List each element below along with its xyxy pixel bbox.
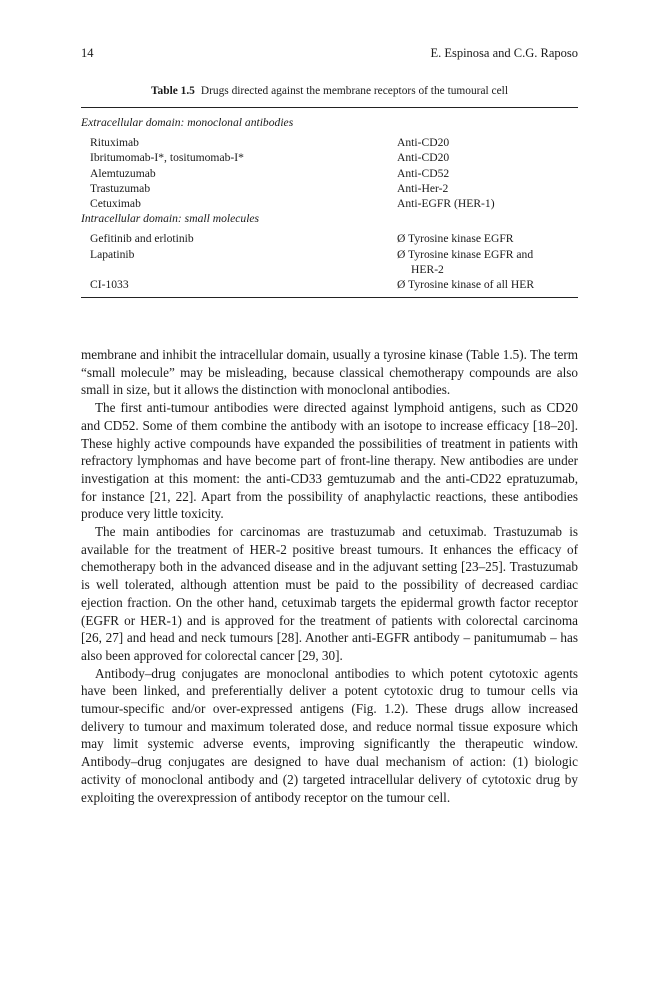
drug-target: Anti-Her-2 <box>397 181 449 195</box>
drug-table <box>81 115 578 292</box>
table-row <box>81 135 578 150</box>
drug-name: Trastuzumab <box>90 181 151 195</box>
table-section-title: Extracellular domain: monoclonal antibodies <box>81 116 294 129</box>
drug-name: Cetuximab <box>90 197 141 211</box>
paragraph: The first anti-tumour antibodies were directed against lymphoid antigens, such as CD20 and CD52. Some of them combine the antibody with an isotope to increase efficacy [18–20]. These highly active compounds have expanded the possibilities of treatment in patients with refractory lymphomas and have become part of front-line therapy. New antibodies are under investigation at this moment: the anti-CD33 gemtuzumab and the anti-CD22 epratuzumab, for instance [21, 22]. Apart from the possibility of anaphylactic reactions, these antibodies produce very little toxicity. <box>81 400 578 522</box>
table-row <box>81 166 578 181</box>
drug-target: Ø Tyrosine kinase of all HER <box>397 278 535 292</box>
table-row <box>81 277 578 292</box>
drug-target-cell <box>397 247 578 277</box>
drug-name: CI-1033 <box>90 278 129 292</box>
table-caption <box>81 85 578 97</box>
paragraph: membrane and inhibit the intracellular domain, usually a tyrosine kinase (Table 1.5). The term “small molecule” may be misleading, because classical chemotherapy compounds are also small in size, but it allows the distinction with monoclonal antibodies. <box>81 347 578 398</box>
table-row <box>81 231 578 246</box>
drug-target: Ø Tyrosine kinase EGFR and <box>397 247 534 261</box>
paragraph: Antibody–drug conjugates are monoclonal antibodies to which potent cytotoxic agents have been linked, and preferentially deliver a potent cytotoxic drug to tumour cells via tumour-specific and/or over-expressed antigens (Fig. 1.2). These drugs allow increased delivery to tumour and maximum tolerated dose, and reduce normal tissue exposure which may limit systemic adverse events, improving significantly the therapeutic window. Antibody–drug conjugates are designed to have dual mechanism of action: (1) biologic activity of monoclonal antibody and (2) targeted intracellular delivery of cytotoxic drug by exploiting the overexpression of antibody receptor on the tumour cell. <box>81 665 578 805</box>
table-row <box>81 150 578 165</box>
table-caption-text: Drugs directed against the membrane receptors of the tumoural cell <box>200 85 508 97</box>
running-head-authors: E. Espinosa and C.G. Raposo <box>430 46 578 60</box>
drug-name: Lapatinib <box>90 247 135 261</box>
drug-target: Anti-CD20 <box>397 136 450 150</box>
table-top-rule <box>81 107 578 108</box>
body-text <box>81 346 578 806</box>
table-row <box>81 181 578 196</box>
drug-target: Ø Tyrosine kinase EGFR <box>397 232 514 246</box>
drug-name: Gefitinib and erlotinib <box>90 232 194 246</box>
page-number: 14 <box>81 46 94 60</box>
table-row <box>81 196 578 211</box>
drug-name: Rituximab <box>90 136 139 150</box>
table-label: Table 1.5 <box>150 85 195 97</box>
paragraph: The main antibodies for carcinomas are trastuzumab and cetuximab. Trastuzumab is available for the treatment of HER-2 positive breast tumours. It enhances the efficacy of chemotherapy both in the advanced disease and in the adjuvant setting [23–25]. Trastuzumab is well tolerated, although attention must be paid to the possibility of decreased cardiac ejection fraction. On the other hand, cetuximab targets the epidermal growth factor receptor (EGFR or HER-1) and is approved for the treatment of patients with colorectal carcinoma [26, 27] and head and neck tumours [28]. Another anti-EGFR antibody – panitumumab – has also been approved for colorectal cancer [29, 30]. <box>81 524 578 663</box>
drug-name: Ibritumomab-I*, tositumomab-I* <box>90 151 244 165</box>
drug-target-continuation: HER-2 <box>411 262 444 276</box>
table-row <box>81 247 578 277</box>
drug-target: Anti-CD20 <box>397 151 450 165</box>
drug-target: Anti-EGFR (HER-1) <box>397 197 495 211</box>
table-section-title: Intracellular domain: small molecules <box>81 212 260 226</box>
drug-target: Anti-CD52 <box>397 166 450 180</box>
table-bottom-rule <box>81 297 578 298</box>
drug-name: Alemtuzumab <box>90 166 156 180</box>
